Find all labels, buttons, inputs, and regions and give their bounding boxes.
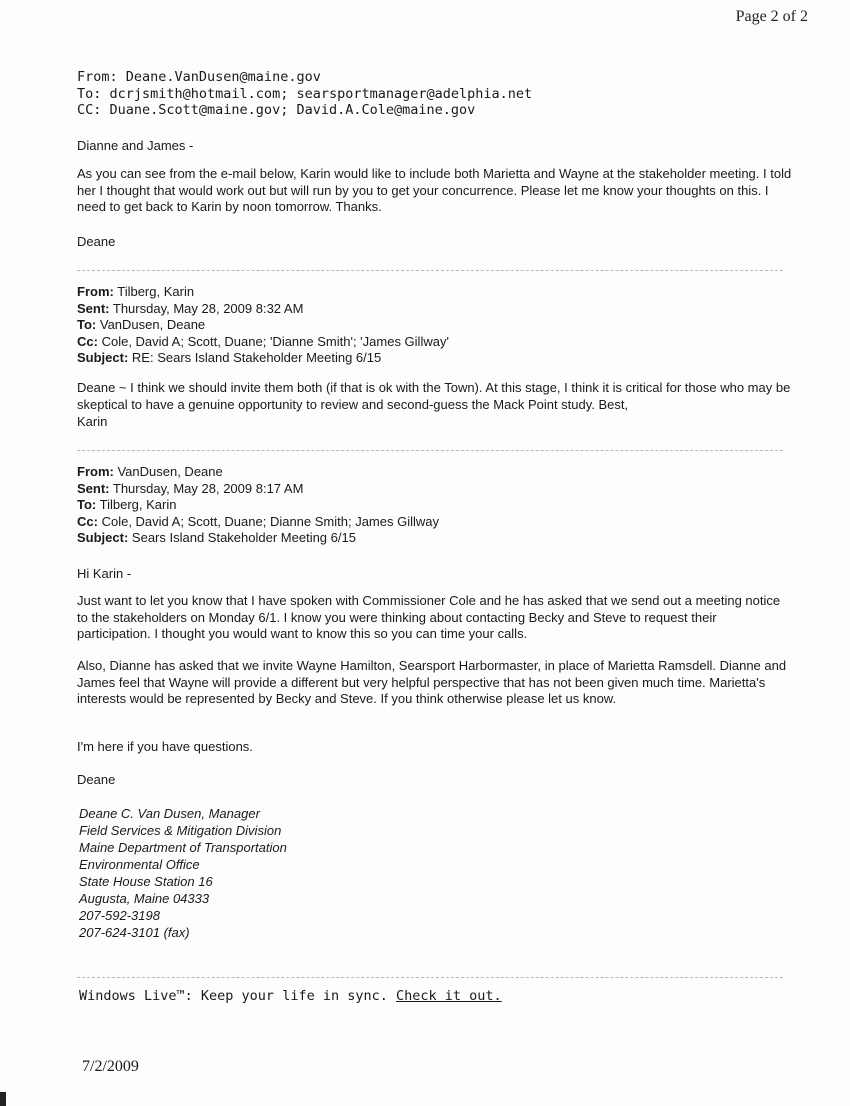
reply1-from-label: From: (77, 284, 114, 299)
signature-line: Maine Department of Transportation (79, 840, 287, 855)
reply2-signoff: Deane (77, 772, 116, 787)
email-header (77, 69, 532, 119)
reply1-subject-label: Subject: (77, 350, 129, 365)
reply2-subject-label: Subject: (77, 530, 129, 545)
greeting: Dianne and James - (77, 138, 194, 153)
reply2-subject: Sears Island Stakeholder Meeting 6/15 (131, 530, 356, 545)
reply2-to: Tilberg, Karin (99, 497, 177, 512)
reply2-greeting: Hi Karin - (77, 566, 132, 581)
reply2-header (77, 464, 439, 547)
signature-line: State House Station 16 (79, 874, 213, 889)
signature-block (79, 805, 287, 941)
signature-line: Augusta, Maine 04333 (79, 891, 210, 906)
reply2-para3: I'm here if you have questions. (77, 739, 253, 754)
reply1-sent: Thursday, May 28, 2009 8:32 AM (112, 300, 304, 316)
reply2-sent: Thursday, May 28, 2009 8:17 AM (112, 480, 304, 496)
reply2-from-label: From: (77, 464, 114, 479)
reply2-sent-label: Sent: (77, 480, 110, 496)
reply2-from: VanDusen, Deane (117, 464, 223, 479)
reply2-cc-label: Cc: (77, 513, 98, 529)
reply1-signoff: Karin (77, 414, 108, 429)
reply2-para1: Just want to let you know that I have spoken with Commissioner Cole and he has asked that we send out a meeting notice to the stakeholders on Monday 6/1. I know you were thinking about contacting Becky and Steve to request their participation. I thought you would want to know this so you can time your calls. (77, 593, 781, 641)
header-to: To: dcrjsmith@hotmail.com; searsportmanager@adelphia.net (77, 85, 533, 102)
check-it-out-link[interactable]: Check it out. (396, 988, 502, 1004)
reply1-to: VanDusen, Deane (99, 317, 206, 332)
header-cc: CC: Duane.Scott@maine.gov; David.A.Cole@maine.gov (77, 102, 476, 118)
divider (77, 450, 783, 451)
reply2-cc: Cole, David A; Scott, Duane; Dianne Smith; James Gillway (101, 513, 440, 529)
reply1-cc: Cole, David A; Scott, Duane; 'Dianne Smith'; 'James Gillway' (101, 333, 449, 349)
reply1-sent-label: Sent: (77, 300, 110, 316)
reply1-header (77, 284, 449, 367)
signature-line: Field Services & Mitigation Division (79, 823, 282, 838)
reply1-subject: RE: Sears Island Stakeholder Meeting 6/15 (131, 350, 382, 365)
reply1-body: Deane ~ I think we should invite them both (if that is ok with the Town). At this stage, I think it is critical for those who may be skeptical to have a genuine opportunity to review and second-guess the Mack Point study. Best, (77, 380, 791, 412)
reply2-para2: Also, Dianne has asked that we invite Wayne Hamilton, Searsport Harbormaster, in place of Marietta Ramsdell. Dianne and James feel that Wayne will provide a different but very helpful perspective that has not been given much time. Marietta's interests would be represented by Becky and Steve. If you think otherwise please let us know. (77, 658, 787, 706)
reply1-from: Tilberg, Karin (117, 284, 195, 299)
page-number: Page 2 of 2 (735, 8, 808, 25)
footer-promo: Windows Live™: Keep your life in sync. (79, 988, 388, 1004)
divider (77, 270, 783, 271)
signature-line: 207-624-3101 (fax) (79, 925, 190, 940)
divider (77, 977, 783, 978)
scan-edge-mark (0, 1092, 6, 1106)
reply1-cc-label: Cc: (77, 333, 98, 349)
print-date: 7/2/2009 (82, 1058, 139, 1075)
signature-line: 207-592-3198 (79, 908, 160, 923)
header-from: From: Deane.VanDusen@maine.gov (77, 69, 321, 85)
reply1-to-label: To: (77, 317, 97, 332)
windows-live-footer (79, 988, 502, 1004)
reply2-to-label: To: (77, 497, 97, 512)
outer-signoff: Deane (77, 234, 116, 249)
signature-line: Environmental Office (79, 857, 200, 872)
outer-body: As you can see from the e-mail below, Karin would like to include both Marietta and Wayne at the stakeholder meeting. I told her I thought that would work out but will run by you to get your concurrence. Please let me know your thoughts on this. I need to get back to Karin by noon tomorrow. Thanks. (77, 166, 792, 214)
signature-line: Deane C. Van Dusen, Manager (79, 806, 260, 821)
